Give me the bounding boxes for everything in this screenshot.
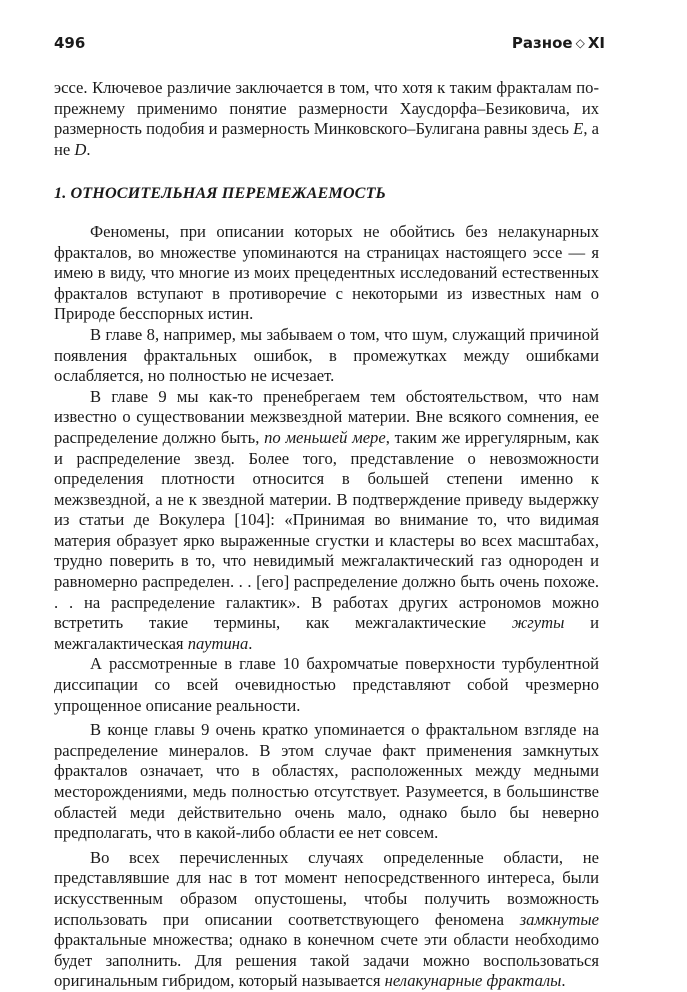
page-number: 496 bbox=[54, 34, 86, 52]
diamond-separator-icon: ◇ bbox=[575, 36, 585, 50]
paragraph-6: Во всех перечисленных случаях определенные области, не представлявшие для нас в тот момент непосредственного интереса, были искусственным образом опустошены, чтобы получить возможность использовать при описании соответствующего феномена замкнутые фрактальные множества; однако в конечном счете эти области необходимо будет заполнить. Для решения такой задачи можно воспользоваться оригинальным гибридом, который называется нелакунарные фракталы. bbox=[54, 847, 599, 991]
paragraph-1: Феномены, при описании которых не обойтись без нелакунарных фракталов, во множестве упоминаются на страницах настоящего эссе — я имею в виду, что многие из моих прецедентных исследований естественных фракталов вступают в противоречие с некоторыми из известных нам о Природе бесспорных истин. bbox=[54, 221, 599, 324]
chapter-running-title bbox=[512, 34, 605, 52]
emphasis-text: по меньшей мере bbox=[264, 427, 386, 447]
chapter-numeral: XI bbox=[587, 34, 605, 52]
intro-paragraph: эссе. Ключевое различие заключается в том, что хотя к таким фракталам по-прежнему применимо понятие размерности Хаусдорфа–Безиковича, их размерность подобия и размерность Минковского–Булигана равны здесь E, а не D. bbox=[54, 78, 599, 159]
paragraph-3: В главе 9 мы как-то пренебрегаем тем обстоятельством, что нам известно о существовании межзвездной материи. Вне всякого сомнения, ее распределение должно быть, по меньшей мере, таким же иррегулярным, как и распределение звезд. Более того, представление о невозможности определения плотности относится в большей степени именно к межзвездной, а не к звездной материи. В подтверждение приведу выдержку из статьи де Вокулера [104]: «Принимая во внимание то, что видимая материя образует ярко выраженные сгустки и кластеры во всех масштабах, трудно поверить в то, что невидимый межгалактический газ однороден и равномерно распределен. . . [его] распределение должно быть очень похоже. . . на распределение галактик». В работах других астрономов можно встретить такие термины, как межгалактические жгуты и межгалактическая паутина. bbox=[54, 386, 599, 653]
emphasis-text: замкнутые bbox=[519, 909, 599, 929]
paragraph-5: В конце главы 9 очень кратко упоминается о фрактальном взгляде на распределение минералов. В этом случае факт применения замкнутых фракталов означает, что в областях, расположенных между медными месторождениями, медь полностью отсутствует. Разумеется, в большинстве областей меди действительно очень мало, однако было бы неверно предполагать, что в какой-либо области ее нет совсем. bbox=[54, 720, 599, 843]
section-heading: 1. ОТНОСИТЕЛЬНАЯ ПЕРЕМЕЖАЕМОСТЬ bbox=[54, 184, 386, 203]
variable-e: E bbox=[573, 119, 584, 139]
variable-d: D bbox=[74, 139, 87, 159]
running-header bbox=[54, 34, 605, 56]
page-body bbox=[54, 78, 599, 992]
emphasis-text: жгуты bbox=[511, 613, 565, 633]
chapter-name: Разное bbox=[511, 34, 573, 52]
emphasis-text: паутина bbox=[187, 633, 249, 653]
paragraph-4: А рассмотренные в главе 10 бахромчатые поверхности турбулентной диссипации со всей очевидностью представляют собой чрезмерно упрощенное описание реальности. bbox=[54, 654, 599, 715]
paragraph-2: В главе 8, например, мы забываем о том, что шум, служащий причиной появления фрактальных ошибок, в промежутках между ошибками ослабляется, но полностью не исчезает. bbox=[54, 324, 599, 386]
emphasis-text: нелакунарные фракталы bbox=[384, 971, 562, 991]
